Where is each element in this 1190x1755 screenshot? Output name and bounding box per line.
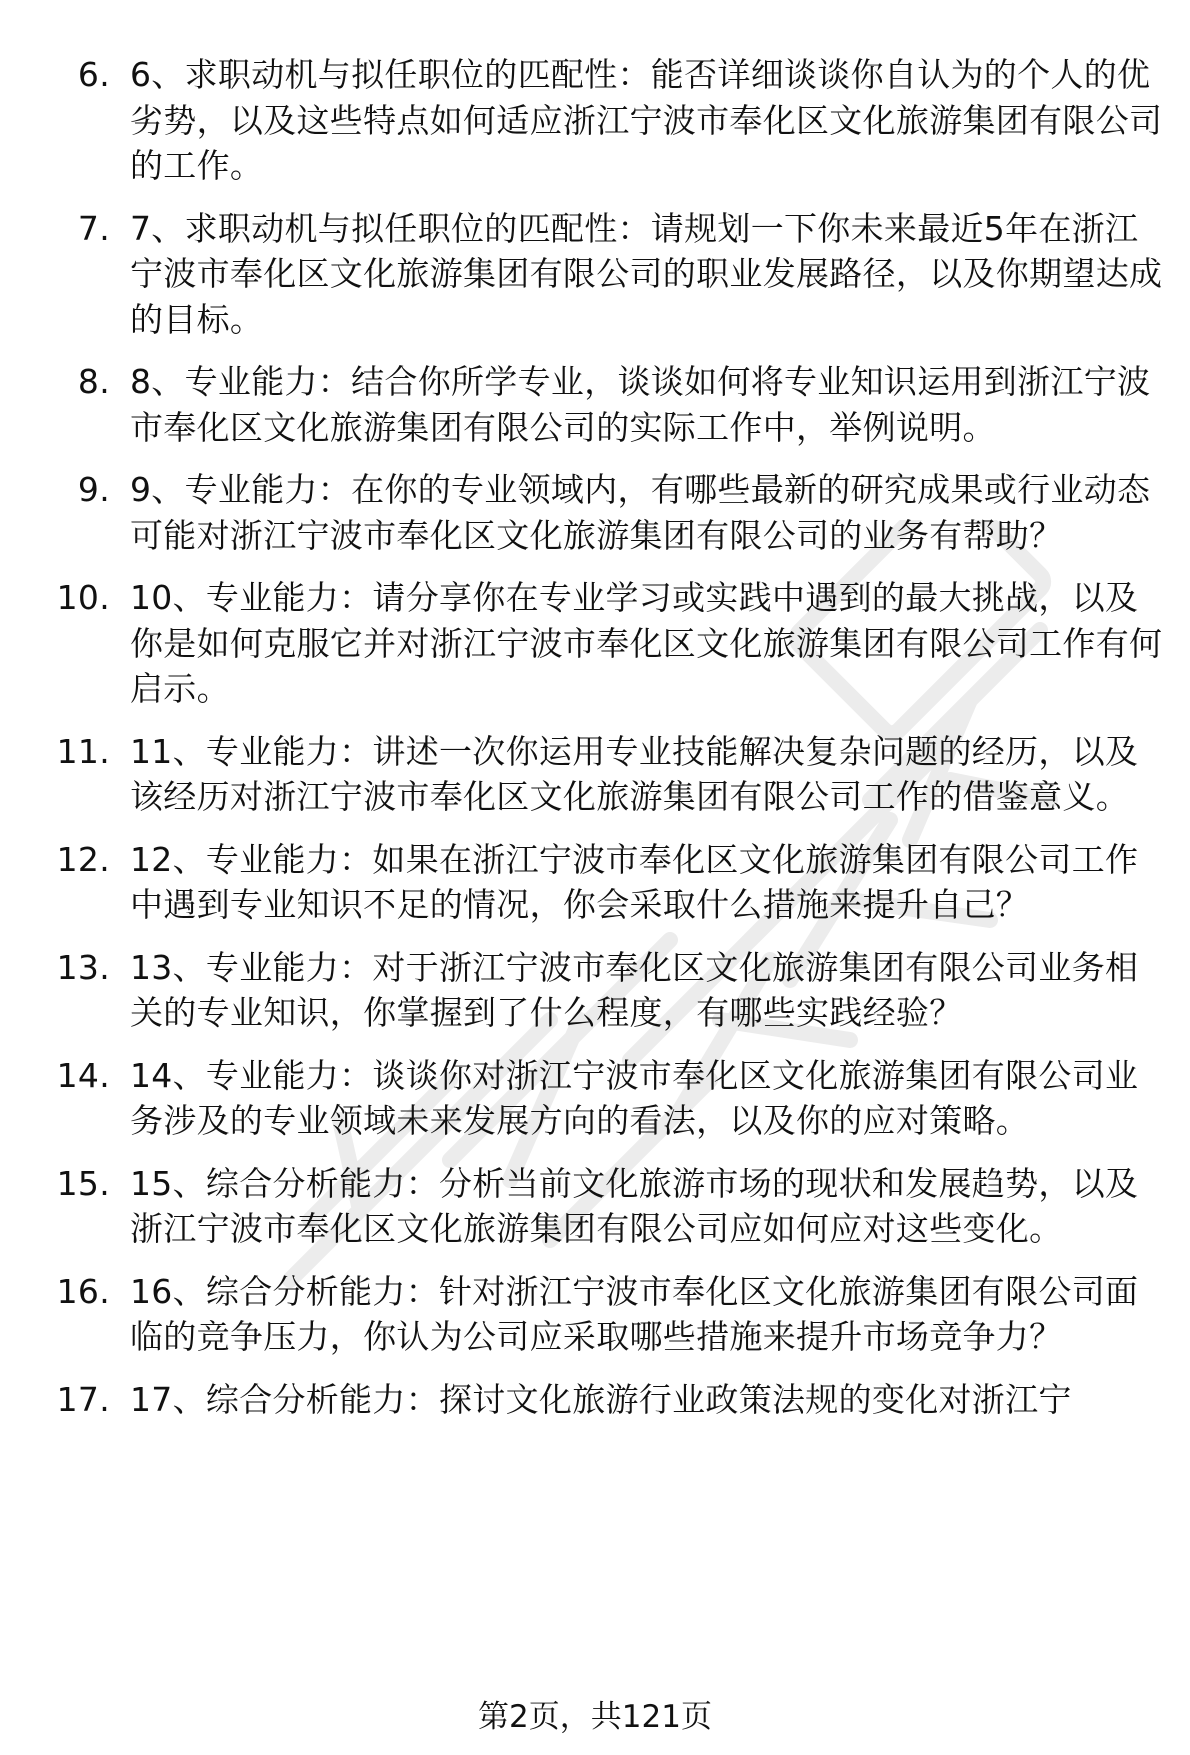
question-text: 7、求职动机与拟任职位的匹配性：请规划一下你未来最近5年在浙江宁波市奉化区文化旅游集团有限公司的职业发展路径，以及你期望达成的目标。 — [130, 208, 1163, 339]
question-text: 13、专业能力：对于浙江宁波市奉化区文化旅游集团有限公司业务相关的专业知识，你掌握到了什么程度，有哪些实践经验？ — [130, 947, 1139, 1032]
question-item — [0, 729, 1190, 820]
question-text: 16、综合分析能力：针对浙江宁波市奉化区文化旅游集团有限公司面临的竞争压力，你认为公司应采取哪些措施来提升市场竞争力？ — [130, 1271, 1139, 1356]
question-item — [0, 206, 1190, 343]
question-text: 12、专业能力：如果在浙江宁波市奉化区文化旅游集团有限公司工作中遇到专业知识不足的情况，你会采取什么措施来提升自己？ — [130, 839, 1139, 924]
question-item — [0, 575, 1190, 712]
question-list — [0, 52, 1190, 1439]
page-number-footer: 第2页，共121页 — [478, 1699, 712, 1735]
question-text: 10、专业能力：请分享你在专业学习或实践中遇到的最大挑战，以及你是如何克服它并对浙江宁波市奉化区文化旅游集团有限公司工作有何启示。 — [130, 578, 1163, 708]
question-number: 8. — [77, 362, 110, 401]
question-item — [0, 359, 1190, 450]
question-text: 11、专业能力：讲述一次你运用专业技能解决复杂问题的经历，以及该经历对浙江宁波市奉化区文化旅游集团有限公司工作的借鉴意义。 — [130, 731, 1139, 816]
question-number: 7. — [77, 208, 110, 248]
question-number: 17. — [56, 1379, 110, 1419]
question-item — [0, 1377, 1190, 1423]
question-item — [0, 467, 1190, 558]
question-number: 15. — [56, 1163, 110, 1203]
question-item — [0, 837, 1190, 928]
question-item — [0, 1053, 1190, 1144]
question-text: 9、专业能力：在你的专业领域内，有哪些最新的研究成果或行业动态可能对浙江宁波市奉化区文化旅游集团有限公司的业务有帮助？ — [130, 470, 1151, 555]
question-number: 16. — [56, 1271, 110, 1311]
question-text: 14、专业能力：谈谈你对浙江宁波市奉化区文化旅游集团有限公司业务涉及的专业领域未来发展方向的看法，以及你的应对策略。 — [130, 1055, 1139, 1140]
question-number: 12. — [56, 839, 110, 879]
question-number: 13. — [56, 947, 110, 987]
question-item — [0, 1161, 1190, 1252]
question-text: 15、综合分析能力：分析当前文化旅游市场的现状和发展趋势，以及浙江宁波市奉化区文化旅游集团有限公司应如何应对这些变化。 — [130, 1163, 1139, 1248]
question-item — [0, 52, 1190, 189]
question-item — [0, 1269, 1190, 1360]
question-number: 11. — [56, 731, 110, 771]
question-number: 10. — [56, 578, 110, 617]
question-text: 17、综合分析能力：探讨文化旅游行业政策法规的变化对浙江宁 — [130, 1379, 1072, 1419]
question-number: 14. — [56, 1055, 110, 1095]
question-text: 6、求职动机与拟任职位的匹配性：能否详细谈谈你自认为的个人的优劣势，以及这些特点如何适应浙江宁波市奉化区文化旅游集团有限公司的工作。 — [130, 55, 1163, 185]
question-number: 9. — [77, 470, 110, 509]
question-text: 8、专业能力：结合你所学专业，谈谈如何将专业知识运用到浙江宁波市奉化区文化旅游集团有限公司的实际工作中，举例说明。 — [130, 362, 1151, 447]
question-number: 6. — [77, 55, 110, 94]
question-item — [0, 945, 1190, 1036]
